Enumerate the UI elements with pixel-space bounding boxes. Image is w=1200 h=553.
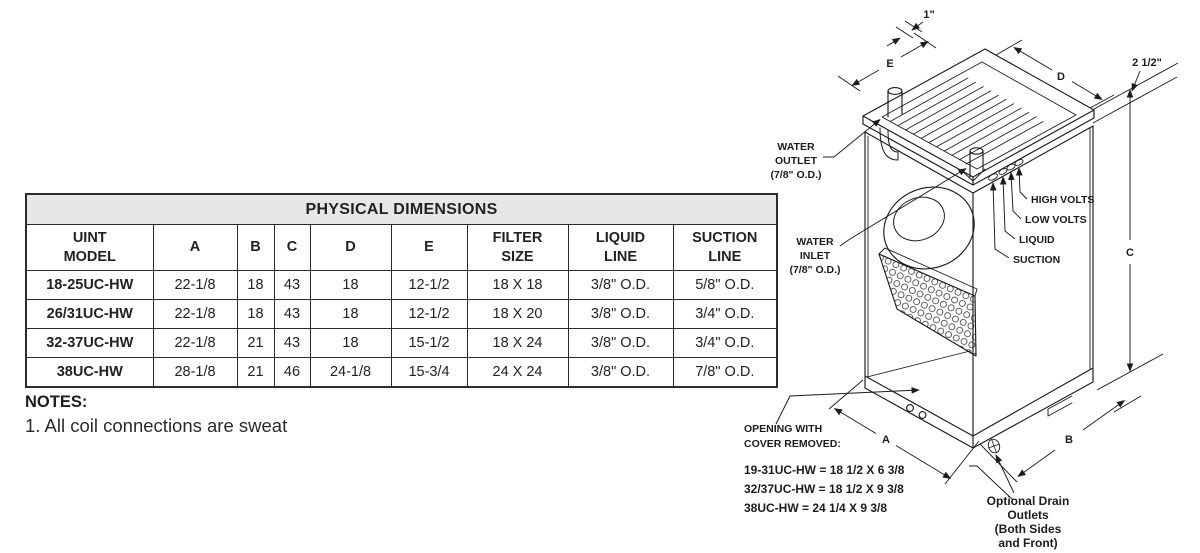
table-cell: 18 X 24 bbox=[467, 329, 568, 358]
table-cell: 18 bbox=[310, 329, 391, 358]
table-cell: 18 X 20 bbox=[467, 300, 568, 329]
table-cell-model: 38UC-HW bbox=[26, 358, 153, 388]
notes-heading: NOTES: bbox=[25, 393, 88, 411]
table-cell: 18 X 18 bbox=[467, 271, 568, 300]
drain-label: (Both Sides bbox=[994, 522, 1062, 536]
dim-label-d: D bbox=[1057, 71, 1065, 83]
table-cell: 3/8" O.D. bbox=[568, 300, 673, 329]
water-outlet-pipe bbox=[880, 88, 902, 160]
high-volts-label: HIGH VOLTS bbox=[1031, 194, 1095, 206]
connection-knockouts bbox=[988, 158, 1024, 181]
table-cell: 18 bbox=[237, 300, 274, 329]
opening-size: 38UC-HW = 24 1/4 X 9 3/8 bbox=[744, 501, 888, 515]
table-cell: 3/8" O.D. bbox=[568, 329, 673, 358]
water-outlet-label: OUTLET bbox=[775, 155, 817, 167]
unit-isometric-diagram bbox=[730, 0, 1200, 553]
table-cell: 18 bbox=[310, 300, 391, 329]
table-row bbox=[26, 358, 777, 388]
table-cell: 21 bbox=[237, 329, 274, 358]
table-cell: 7/8" O.D. bbox=[673, 358, 777, 388]
table-cell: 15-1/2 bbox=[391, 329, 467, 358]
table-cell: 28-1/8 bbox=[153, 358, 237, 388]
dim-label-b: B bbox=[1065, 434, 1073, 446]
water-inlet-label: INLET bbox=[799, 250, 831, 262]
col-header-d: D bbox=[310, 225, 391, 271]
table-cell: 3/4" O.D. bbox=[673, 300, 777, 329]
table-cell: 43 bbox=[274, 271, 310, 300]
table-title: PHYSICAL DIMENSIONS bbox=[26, 194, 777, 225]
table-cell-model: 18-25UC-HW bbox=[26, 271, 153, 300]
col-header-liquid-line: LIQUID LINE bbox=[568, 225, 673, 271]
table-row bbox=[26, 300, 777, 329]
water-inlet-label: (7/8" O.D.) bbox=[789, 264, 841, 276]
col-header-suction-line: SUCTION LINE bbox=[673, 225, 777, 271]
col-header-e: E bbox=[391, 225, 467, 271]
water-inlet-label: WATER bbox=[796, 236, 834, 248]
dim-label-2half: 2 1/2" bbox=[1132, 57, 1162, 69]
table-cell: 15-3/4 bbox=[391, 358, 467, 388]
table-cell-model: 26/31UC-HW bbox=[26, 300, 153, 329]
dim-label-a: A bbox=[882, 434, 890, 446]
drain-label: Optional Drain bbox=[986, 494, 1070, 508]
low-volts-label: LOW VOLTS bbox=[1025, 214, 1087, 226]
table-cell: 24 X 24 bbox=[467, 358, 568, 388]
table-cell: 43 bbox=[274, 300, 310, 329]
table-cell: 43 bbox=[274, 329, 310, 358]
note-item: 1. All coil connections are sweat bbox=[25, 415, 288, 436]
table-cell: 22-1/8 bbox=[153, 300, 237, 329]
table-cell-model: 32-37UC-HW bbox=[26, 329, 153, 358]
drain-label: Outlets bbox=[1007, 508, 1049, 522]
table-cell: 12-1/2 bbox=[391, 271, 467, 300]
opening-label: COVER REMOVED: bbox=[744, 438, 841, 450]
table-cell: 5/8" O.D. bbox=[673, 271, 777, 300]
table-cell: 3/8" O.D. bbox=[568, 358, 673, 388]
table-cell: 12-1/2 bbox=[391, 300, 467, 329]
liquid-label: LIQUID bbox=[1019, 234, 1055, 246]
table-cell: 22-1/8 bbox=[153, 271, 237, 300]
notes-section bbox=[25, 393, 287, 437]
col-header-unit-model: UINT MODEL bbox=[26, 225, 153, 271]
table-cell: 24-1/8 bbox=[310, 358, 391, 388]
diagram-labels bbox=[744, 9, 1162, 550]
table-cell: 21 bbox=[237, 358, 274, 388]
front-knockout-circle bbox=[919, 412, 926, 419]
col-header-b: B bbox=[237, 225, 274, 271]
col-header-filter-size: FILTER SIZE bbox=[467, 225, 568, 271]
table-header-row bbox=[26, 225, 777, 271]
opening-size: 32/37UC-HW = 18 1/2 X 9 3/8 bbox=[744, 482, 904, 496]
drain-outlet-symbol bbox=[986, 438, 1001, 455]
physical-dimensions-table bbox=[25, 193, 778, 388]
table-cell: 22-1/8 bbox=[153, 329, 237, 358]
col-header-a: A bbox=[153, 225, 237, 271]
dim-label-c: C bbox=[1126, 247, 1134, 259]
col-header-c: C bbox=[274, 225, 310, 271]
front-knockout-circle bbox=[907, 405, 914, 412]
opening-size: 19-31UC-HW = 18 1/2 X 6 3/8 bbox=[744, 463, 905, 477]
water-outlet-label: (7/8" O.D.) bbox=[770, 169, 822, 181]
table-cell: 3/8" O.D. bbox=[568, 271, 673, 300]
opening-label: OPENING WITH bbox=[744, 423, 823, 435]
table-row bbox=[26, 271, 777, 300]
unit-cabinet-drawing bbox=[863, 49, 1094, 454]
table-title-row bbox=[26, 194, 777, 225]
table-cell: 18 bbox=[310, 271, 391, 300]
suction-label: SUCTION bbox=[1013, 254, 1061, 266]
dim-label-e: E bbox=[886, 58, 894, 70]
table-row bbox=[26, 329, 777, 358]
drain-label: and Front) bbox=[998, 536, 1058, 550]
dim-label-1in: 1" bbox=[923, 9, 935, 21]
table-cell: 3/4" O.D. bbox=[673, 329, 777, 358]
table-cell: 46 bbox=[274, 358, 310, 388]
water-outlet-label: WATER bbox=[777, 141, 815, 153]
table-cell: 18 bbox=[237, 271, 274, 300]
